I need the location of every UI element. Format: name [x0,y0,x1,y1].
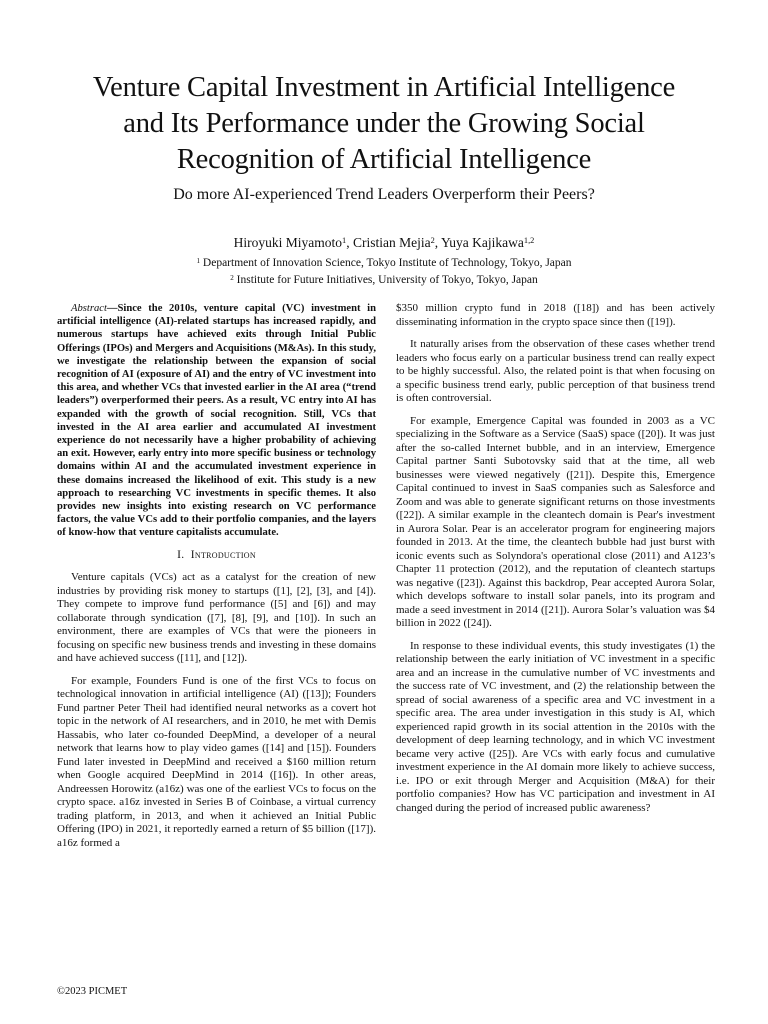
author-affil-mark: 2 [430,236,435,246]
title-line-3: Recognition of Artificial Intelligence [176,144,592,175]
abstract-lead: Abstract [71,303,107,314]
title-line-2: and Its Performance under the Growing Social [123,108,645,139]
body-paragraph: For example, Emergence Capital was founded in 2003 as a VC specializing in the Software as a Service (SaaS) space ([20]). It was just after the so-called Internet bubble, and in an interview, Emergence Capital partner Santi Subotovsky said that at the time, all web businesses were viewed negatively ([21]). Despite this, Emergence Capital continued to invest in SaaS companies such as Salesforce and Zoom and was able to generate significant returns on those investments ([22]). A similar example in the cleantech domain is Pear's investment in Aurora Solar. Pear is an accelerator program for engineering majors founded in 2013. At the time, the cleantech bubble had just burst with iconic events such as Solyndora's operational close (2011) and A123’s Chapter 11 protection (2012), and the reputation of cleantech startups was negative ([23]). Against this backdrop, Pear accepted Aurora Solar, which develops software to install solar panels, into its program and made a seed investment in 2014 ([21]). Aurora Solar’s valuation was $4 billion in 2022 ([24]). [396,414,715,629]
affiliation-mark: 1 [196,256,201,265]
affiliation-text: Institute for Future Initiatives, University of Tokyo, Tokyo, Japan [236,274,538,286]
paper-subtitle: Do more AI-experienced Trend Leaders Overperform their Peers? [173,186,595,203]
section-heading-introduction [57,549,376,563]
affiliation-2 [30,272,738,288]
author-name: Yuya Kajikawa [441,235,524,250]
body-paragraph: In response to these individual events, this study investigates (1) the relationship between the early initiation of VC investment in a specific area and an increase in the cumulative number of VC investments and the success rate of VC investment, and (2) the relationship between the spread of social awareness of a specific area and VC investment in a specific area. The area under investigation in this study is AI, which experienced rapid growth in its social attention in the 2010s with the development of deep learning technology, and in which VC investment became very active ([25]). Are VCs with early focus and cumulative investment experience in the AI domain more likely to achieve success, i.e. IPO or exit through Merger and Acquisition (M&A) for their portfolio companies? How has VC participation and investment in AI changed during the period of increased public awareness? [396,639,715,814]
affiliation-text: Department of Innovation Science, Tokyo Institute of Technology, Tokyo, Japan [202,257,572,269]
left-column [57,302,376,850]
paper-title [30,70,738,178]
body-paragraph: It naturally arises from the observation of these cases whether trend leaders who focus early on a particular business trend can really expect to be highly successful. Also, the related point is that when focusing on a specific business trend early, public perception of that business trend is often controversial. [396,338,715,404]
section-title: Introduction [190,548,256,561]
title-line-1: Venture Capital Investment in Artificial Intelligence [92,72,676,103]
author-list: Hiroyuki Miyamoto$^1$, Cristian Mejia$^2$, Yuya Kajikawa$^{1,2}$ [233,235,535,250]
author-name: Hiroyuki Miyamoto [233,235,343,250]
affiliation-mark: 2 [230,273,234,282]
copyright-footer: ©2023 PICMET [57,986,128,997]
body-paragraph: For example, Founders Fund is one of the first VCs to focus on technological innovation in artificial intelligence (AI) ([13]); Founders Fund partner Peter Theil had identified neural networks as a covert hot topic in the network of AI researchers, and in 2010, he met with Demis Hassabis, who later co-founded DeepMind, a developer of a neural network that learns how to play video games ([14] and [15]). Founders Fund later invested in DeepMind and received a $160 million return when Google acquired DeepMind in 2014 ([16]). In other areas, Andreessen Horowitz (a16z) was one of the earliest VCs to focus on the crypto space. a16z invested in Series B of Coinbase, a virtual currency trading platform, in 2013, and when it achieved an Initial Public Offering (IPO) in 2021, it reportedly earned a return of $5 billion ([17]). a16z formed a [57,674,376,849]
author-affil-mark: 1,2 [523,236,535,246]
abstract [57,302,376,540]
right-column [396,302,715,815]
author-name: Cristian Mejia [352,235,431,250]
affiliation-1 [30,255,738,271]
section-number: I. [177,548,185,561]
body-paragraph: $350 million crypto fund in 2018 ([18]) and has been actively disseminating information in the crypto space since then ([19]). [396,302,715,328]
author-affil-mark: 1 [342,236,347,246]
abstract-text: —Since the 2010s, venture capital (VC) investment in artificial intelligence (AI)-related startups has increased rapidly, and numerous startups have achieved exits through Initial Public Offerings (IPOs) and Mergers and Acquisitions (M&As). In this study, we investigate the relationship between the expansion of social recognition of AI (exposure of AI) and the entry of VC investment into this area, and whether VCs that invested earlier in the AI area (“trend leaders”) overperformed their peers. As a result, VC entry into AI has expanded with the growth of social recognition. Still, VCs that invested in the AI area earlier and accumulated AI investment experience do not necessarily have a higher probability of achieving an exit. However, early entry into more specific business or technology domains within AI and the accumulated investment experience in these domains increased the likelihood of exit. This study is a new approach to researching VC investments in specific themes. It also provides new insights into existing research on VC performance factors, the value VCs add to their portfolio companies, and the layers of know-how that venture capitalists accumulate. [57,303,376,539]
body-paragraph: Venture capitals (VCs) act as a catalyst for the creation of new industries by providing risk money to startups ([1], [2], [3], and [4]). They compete to improve fund performance ([5] and [6]) and may collaborate through syndication ([7], [8], [9], and [10]). In such an environment, there are examples of VCs that were the pioneers in focusing on specific new business trends and investing in these domains and have achieved success ([11], and [12]). [57,571,376,665]
